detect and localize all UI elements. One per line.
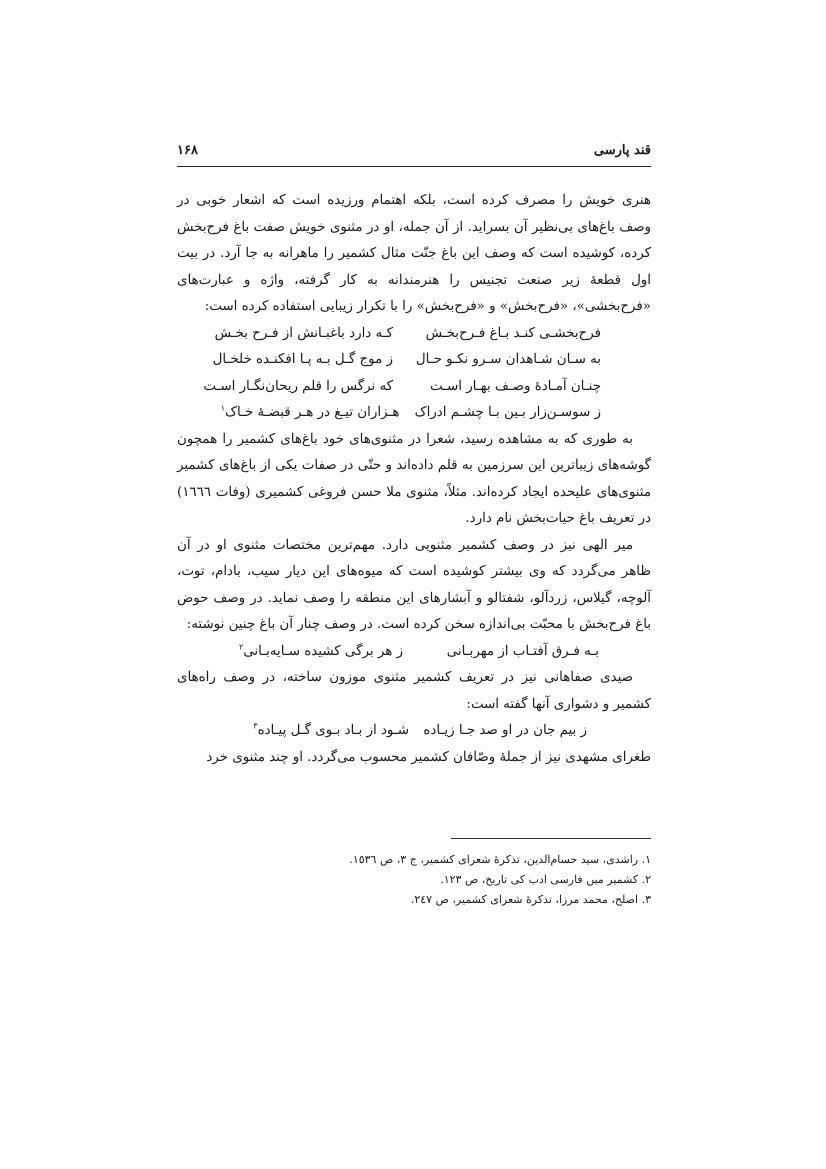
verse-hemistich-second: کـه دارد باغبـانش از فـرح بخـش [214,325,393,341]
verse-hemistich-first: ز بیم جان در او صد جـا زیـاده [423,723,587,738]
footnote-2: ٢. کشمیر میں فارسی ادب کی تاریخ، ص ١٢٣. [440,873,651,886]
verse-hemistich-first: فرح‌بخشـی کنـد بـاغ فـرح‌بخـش [425,325,601,341]
footnote-ref: ١ [220,403,225,413]
verse-hemistich-first: چنـان آمـادهٔ وصـف بهـار اسـت [429,378,601,394]
verse-text: شـود از بـاد بـوی گـل پیـاده [257,723,409,738]
verse-line [177,321,651,348]
verse-line-c [177,718,651,745]
verse-hemistich-second [253,718,421,745]
verse-line [177,347,651,374]
verse-hemistich-first: به سـان شـاهدان سـرو نکـو حـال [415,352,601,367]
paragraph-3: میر الهی نیز در وصف کشمیر مثنویی دارد. مهم‌ترین مختصات مثنوی او در آن ظاهر می‌گردد که وی بیشتر کوشیده است که میوه‌های این دیار سیب، بادام، توت، آلوچه، گیلاس، زردآلو، شفتالو و آبشارهای این منطقه را وصف نماید. در وصف حوض باغ فرح‌بخش با محبّت بی‌اندازه سخن کرده است. در وصف چنار آن باغ چنین نوشته: [177,537,651,632]
page-header [177,143,651,165]
verse-line-b [177,639,651,666]
header-rule [177,166,651,167]
paragraph-1: هنری خویش را مصرف کرده است، بلکه اهتمام ورزیده است که اشعار خوبی در وصف باغ‌های بی‌نظیر آن بسراید. از آن جمله، او در مثنوی خویش صفت باغ فرح‌بخش کرده، کوشیده است که وصف این باغ جنّت مثال کشمیر را ماهرانه به جا آرد. در بیت اول قطعهٔ زیر صنعت تجنیس را هنرمندانه به کار گرفته، واژه و عبارت‌های «فرح‌بخشی»، «فرح‌بخش» و «فرح‌بخش» را با تکرار زیبایی استفاده کرده است: [177,193,651,314]
verse-block-1 [177,321,651,427]
paragraph-2: به طوری که به مشاهده رسید، شعرا در مثنوی‌های خود باغ‌های کشمیر را همچون گوشه‌های زیباترین این سرزمین به قلم داده‌اند و حتّی در صفات یکی از باغ‌های کشمیر مثنوی‌های علیحده ایجاد کرده‌اند. مثلاً، مثنوی ملا حسن فروغی کشمیری (وفات ١٦٦٦) در تعریف باغ حیات‌بخش نام دارد. [177,431,651,526]
verse-line [177,400,651,427]
verse-hemistich-second: که نرگس را قلم ریحان‌نگـار اسـت [203,378,393,394]
verse-hemistich-first: ز سوسـن‌زار بـین بـا چشـم ادراک [414,405,601,420]
footnote-ref: ٣ [253,721,258,731]
journal-title: قند پارسی [593,143,651,158]
verse-text: هـزاران تیـغ در هـر قبضـهٔ خـاک [224,405,400,420]
page-number: ۱۶۸ [177,143,198,158]
footnote-rule [451,838,651,839]
footnotes [177,850,651,910]
verse-hemistich-second [177,400,411,427]
paragraph-5: طغرای مشهدی نیز از جملهٔ وصّافان کشمیر محسوب می‌گردد. او چند مثنوی خرد [206,749,651,765]
footnote-ref: ٢ [238,642,244,652]
footnote-1: ١. راشدی، سید حسام‌الدین، تذکرهٔ شعرای کشمیر، ج ٣، ص ١٥٣٦. [349,853,651,866]
verse-hemistich-second [239,639,415,666]
verse-hemistich-first: بـه فـرق آفتـاب از مهربـانی [446,643,599,659]
verse-line [177,374,651,401]
body-text [177,188,651,771]
verse-text: ز هر برگی کشیده سـایه‌بـانی [243,643,403,659]
footnote-3: ٣. اصلح، محمد مرزا، تذکرهٔ شعرای کشمیر، ص ٢٤٧. [410,893,651,906]
verse-hemistich-second: ز موج گـل بـه پـا افکنـده خلخـال [212,352,393,367]
paragraph-4: صیدی صفاهانی نیز در تعریف کشمیر مثنوی موزون ساخته، در وصف راه‌های کشمیر و دشواری آنها گفته است: [177,670,651,712]
